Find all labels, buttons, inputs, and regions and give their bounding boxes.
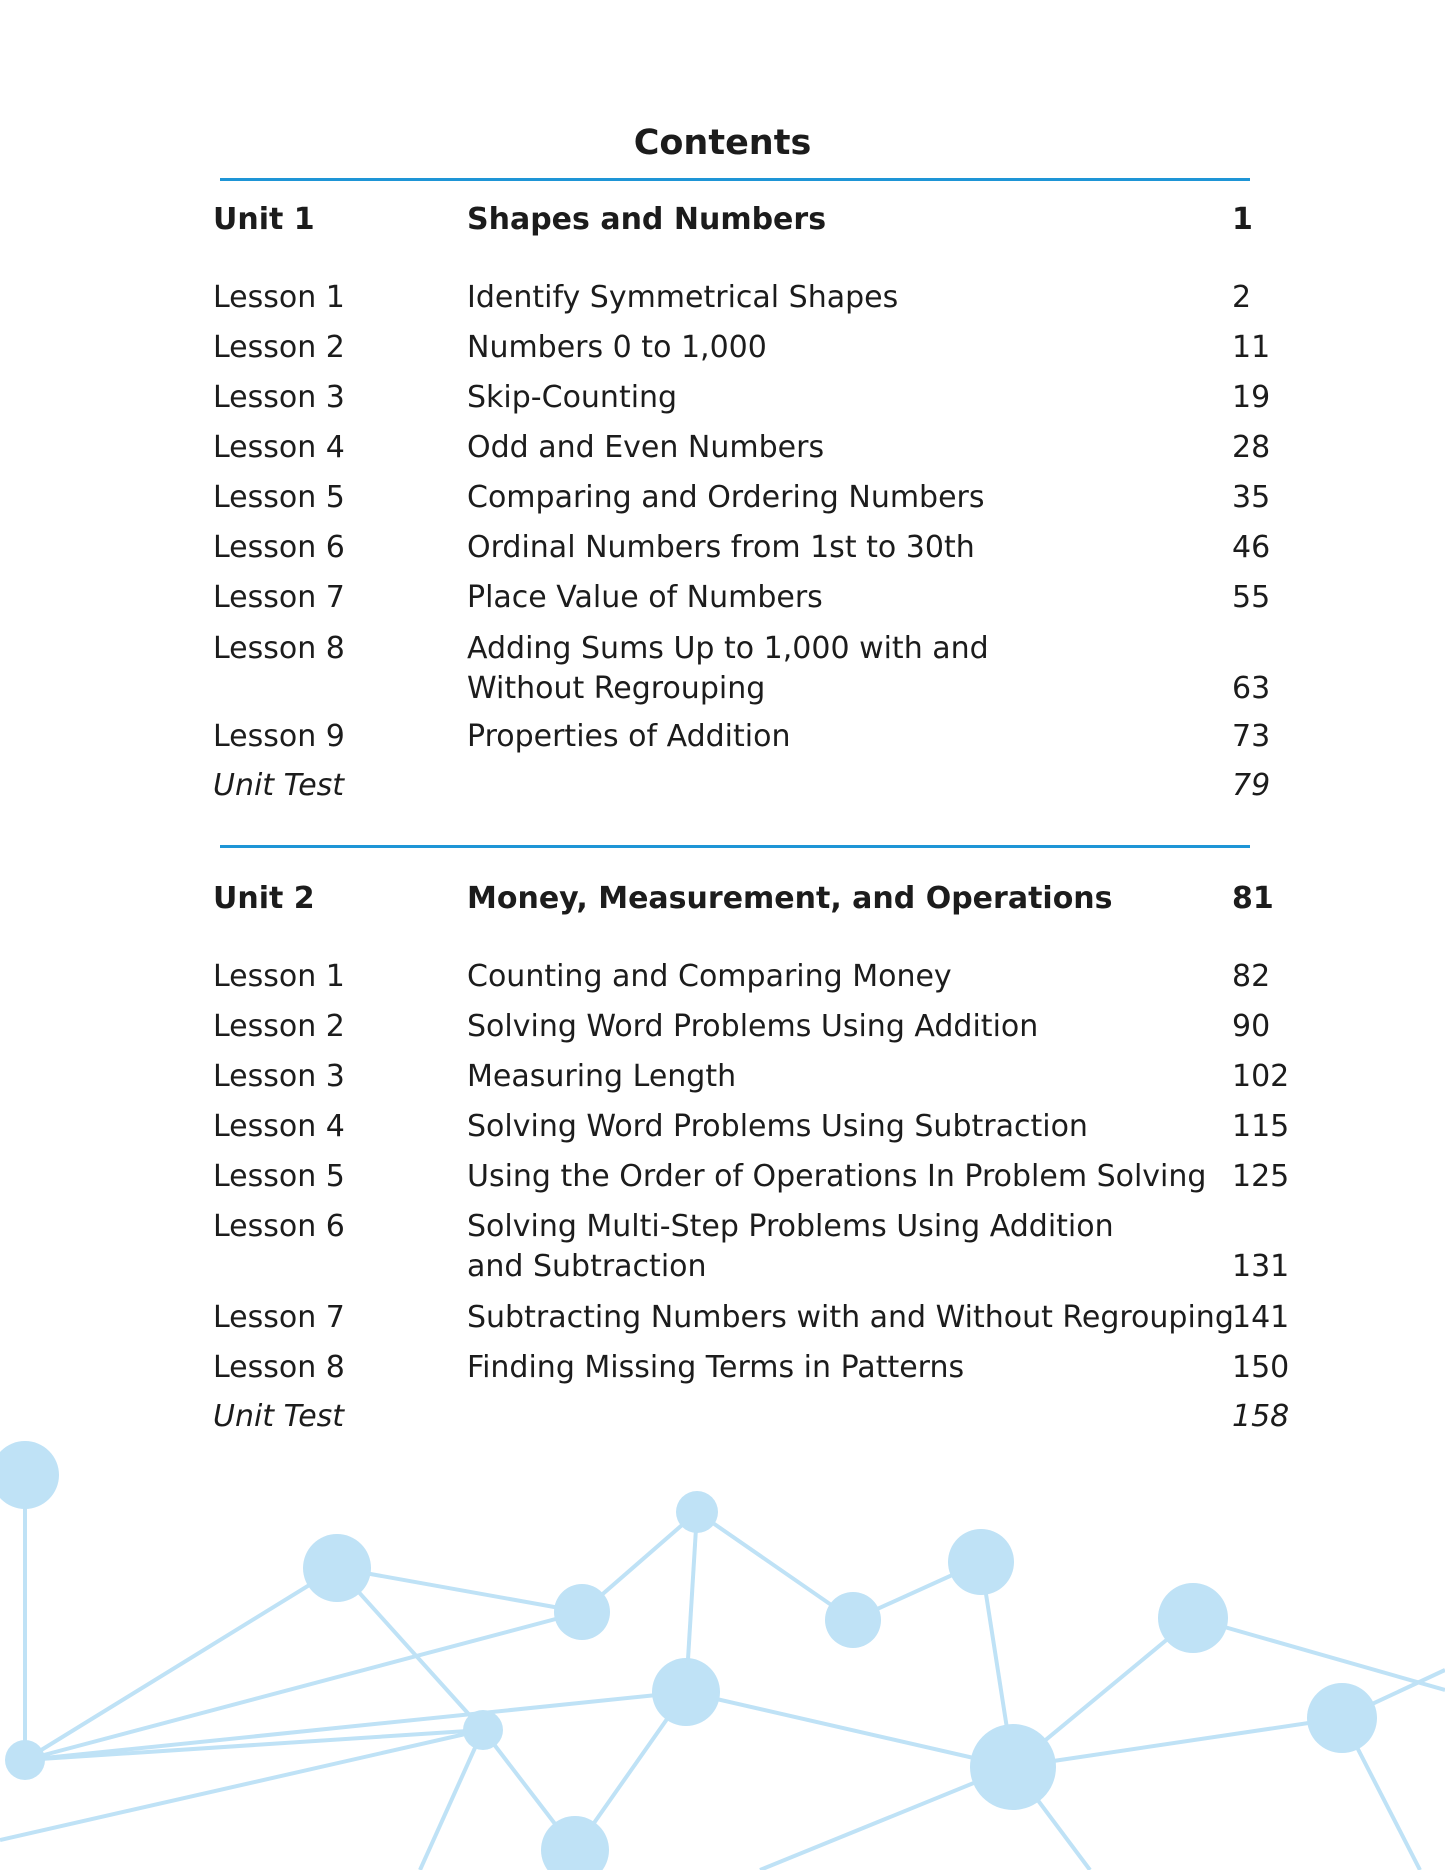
lesson-title: Identify Symmetrical Shapes	[467, 280, 899, 315]
lesson-title: Counting and Comparing Money	[467, 959, 952, 994]
network-node	[554, 1584, 610, 1640]
network-node	[0, 1441, 59, 1509]
unit-test-page: 158	[1232, 1399, 1290, 1434]
network-link	[420, 1730, 483, 1870]
lesson-page: 150	[1232, 1350, 1290, 1385]
contents-title: Contents	[633, 123, 812, 163]
lesson-page: 82	[1232, 959, 1271, 994]
lesson-page: 46	[1232, 530, 1271, 565]
lesson-title: Solving Word Problems Using Addition	[467, 1009, 1039, 1044]
lesson-page: 125	[1232, 1159, 1290, 1194]
lesson-title-line-2: and Subtraction	[467, 1249, 707, 1284]
network-link	[1193, 1618, 1445, 1690]
lesson-title: Finding Missing Terms in Patterns	[467, 1350, 965, 1385]
lesson-page: 131	[1232, 1249, 1290, 1284]
lesson-title: Numbers 0 to 1,000	[467, 330, 767, 365]
lesson-label: Lesson 3	[213, 1059, 345, 1094]
lesson-title: Comparing and Ordering Numbers	[467, 480, 985, 515]
lesson-label: Lesson 6	[213, 530, 345, 565]
lesson-page: 90	[1232, 1009, 1271, 1044]
lesson-title	[467, 629, 989, 709]
lesson-page: 55	[1232, 580, 1271, 615]
lesson-page: 115	[1232, 1109, 1290, 1144]
lesson-page: 141	[1232, 1300, 1290, 1335]
lesson-label: Lesson 2	[213, 330, 345, 365]
network-node	[970, 1724, 1056, 1810]
network-link	[686, 1692, 1013, 1767]
network-node	[948, 1529, 1014, 1595]
network-link	[337, 1568, 582, 1612]
lesson-label: Lesson 4	[213, 430, 345, 465]
network-node	[652, 1658, 720, 1726]
unit-test-label: Unit Test	[213, 1399, 345, 1434]
network-node	[676, 1491, 718, 1533]
network-node	[463, 1710, 503, 1750]
network-node	[5, 1740, 45, 1780]
unit-2-divider	[220, 845, 1250, 848]
network-links	[0, 1475, 1445, 1870]
network-decoration	[0, 1420, 1445, 1870]
lesson-title: Ordinal Numbers from 1st to 30th	[467, 530, 975, 565]
lesson-label: Lesson 3	[213, 380, 345, 415]
lesson-label: Lesson 1	[213, 959, 345, 994]
lesson-title-line-1: Solving Multi-Step Problems Using Addition	[467, 1209, 1114, 1244]
lesson-label: Lesson 7	[213, 1300, 345, 1335]
lesson-title: Subtracting Numbers with and Without Regrouping	[467, 1300, 1234, 1335]
lesson-title: Place Value of Numbers	[467, 580, 823, 615]
lesson-title: Properties of Addition	[467, 719, 791, 754]
network-node	[541, 1816, 609, 1870]
unit-title: Shapes and Numbers	[467, 202, 827, 237]
network-link	[25, 1692, 686, 1760]
lesson-title: Solving Word Problems Using Subtraction	[467, 1109, 1088, 1144]
lesson-page: 102	[1232, 1059, 1290, 1094]
unit-label: Unit 2	[213, 881, 315, 916]
lesson-label: Lesson 4	[213, 1109, 345, 1144]
lesson-title-line-1: Adding Sums Up to 1,000 with and	[467, 631, 989, 666]
network-node	[303, 1534, 371, 1602]
lesson-page: 35	[1232, 480, 1271, 515]
lesson-label: Lesson 2	[213, 1009, 345, 1044]
network-node	[825, 1592, 881, 1648]
lesson-title-line-2: Without Regrouping	[467, 671, 766, 706]
lesson-label: Lesson 8	[213, 631, 345, 666]
unit-1-divider	[220, 178, 1250, 181]
unit-test-page: 79	[1232, 768, 1271, 803]
unit-label: Unit 1	[213, 202, 315, 237]
lesson-page: 2	[1232, 280, 1252, 315]
unit-test-label: Unit Test	[213, 768, 345, 803]
lesson-label: Lesson 8	[213, 1350, 345, 1385]
network-node	[1158, 1583, 1228, 1653]
lesson-page: 73	[1232, 719, 1271, 754]
lesson-label: Lesson 5	[213, 1159, 345, 1194]
unit-page: 1	[1232, 202, 1253, 237]
lesson-page: 11	[1232, 330, 1271, 365]
lesson-title: Using the Order of Operations In Problem Solving	[467, 1159, 1207, 1194]
unit-title: Money, Measurement, and Operations	[467, 881, 1113, 916]
lesson-title: Skip-Counting	[467, 380, 678, 415]
lesson-title: Measuring Length	[467, 1059, 737, 1094]
lesson-label: Lesson 6	[213, 1209, 345, 1244]
lesson-page: 19	[1232, 380, 1271, 415]
lesson-page: 28	[1232, 430, 1271, 465]
unit-page: 81	[1232, 881, 1274, 916]
lesson-label: Lesson 5	[213, 480, 345, 515]
network-link	[697, 1512, 853, 1620]
lesson-label: Lesson 1	[213, 280, 345, 315]
lesson-label: Lesson 7	[213, 580, 345, 615]
lesson-title: Odd and Even Numbers	[467, 430, 825, 465]
network-node	[1307, 1683, 1377, 1753]
lesson-label: Lesson 9	[213, 719, 345, 754]
lesson-page: 63	[1232, 671, 1271, 706]
lesson-title	[467, 1207, 1114, 1287]
